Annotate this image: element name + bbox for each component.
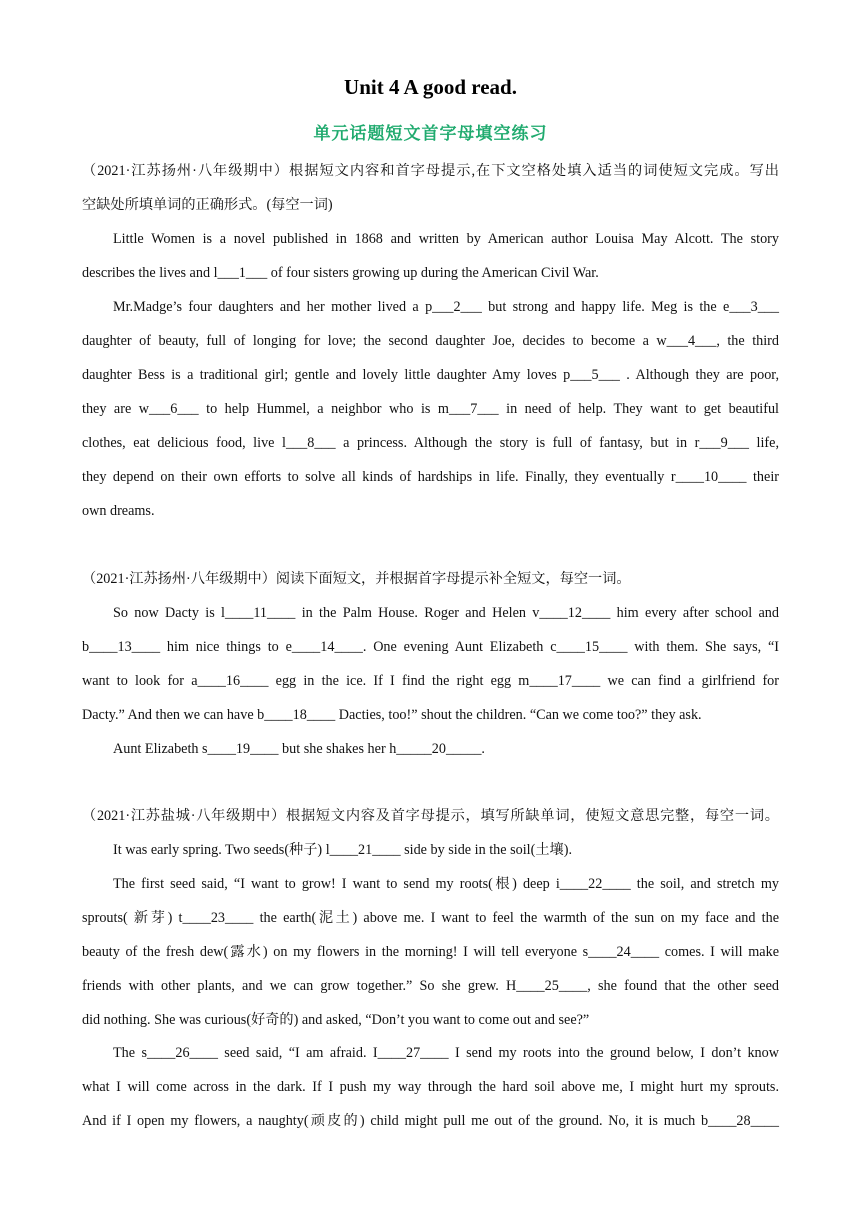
passage-line: friends with other plants, and we can grow together.” So she grew. H____25____, she found that the other seed	[82, 978, 779, 994]
instruction-line: 空缺处所填单词的正确形式。(每空一词)	[82, 197, 333, 213]
passage-line: sprouts( 新芽) t____23____ the earth(泥土) above me. I want to feel the warmth of the sun on my face and the	[82, 910, 779, 926]
page-subtitle: 单元话题短文首字母填空练习	[313, 124, 548, 144]
passage-line: Dacty.” And then we can have b____18____ Dacties, too!” shout the children. “Can we come too?” they ask.	[82, 707, 702, 723]
passage-line: Aunt Elizabeth s____19____ but she shakes her h_____20_____.	[113, 741, 485, 757]
page-title: Unit 4 A good read.	[344, 75, 517, 99]
passage-line: beauty of the fresh dew(露水) on my flowers in the morning! I will tell everyone s____24____ comes. I will make	[82, 944, 779, 960]
passage-line: they are w___6___ to help Hummel, a neighbor who is m___7___ in need of help. They want to get beautiful	[82, 401, 779, 417]
passage-line: daughter of beauty, full of longing for love; the second daughter Joe, decides to become a w___4___, the third	[82, 333, 779, 349]
passage-line: daughter Bess is a traditional girl; gentle and lovely little daughter Amy loves p___5___ . Although they are poor,	[82, 367, 779, 383]
passage-line: And if I open my flowers, a naughty(顽皮的) child might pull me out of the ground. No, it is much b____28____	[82, 1113, 779, 1129]
passage-line: what I will come across in the dark. If I push my way through the hard soil above me, I might hurt my sprouts.	[82, 1079, 779, 1095]
passage-line: want to look for a____16____ egg in the ice. If I find the right egg m____17____ we can find a girlfriend for	[82, 673, 779, 689]
passage-line: describes the lives and l___1___ of four sisters growing up during the American Civil War.	[82, 265, 599, 281]
instruction-line: （2021·江苏扬州·八年级期中）阅读下面短文，并根据首字母提示补全短文，每空一词。	[82, 571, 631, 587]
passage-line: So now Dacty is l____11____ in the Palm House. Roger and Helen v____12____ him every after school and	[113, 605, 779, 621]
passage-line: clothes, eat delicious food, live l___8___ a princess. Although the story is full of fantasy, but in r___9___ life,	[82, 435, 779, 451]
passage-line: they depend on their own efforts to solve all kinds of hardships in life. Finally, they eventually r____10____ their	[82, 469, 779, 485]
passage-line: It was early spring. Two seeds(种子) l____21____ side by side in the soil(土壤).	[113, 842, 572, 858]
passage-line: The s____26____ seed said, “I am afraid. I____27____ I send my roots into the ground below, I don’t know	[113, 1045, 779, 1061]
passage-line: did nothing. She was curious(好奇的) and asked, “Don’t you want to come out and see?”	[82, 1012, 590, 1028]
instruction-line: （2021·江苏扬州·八年级期中）根据短文内容和首字母提示,在下文空格处填入适当的词使短文完成。写出	[82, 163, 779, 179]
passage-line: Little Women is a novel published in 1868 and written by American author Louisa May Alcott. The story	[113, 231, 779, 247]
passage-line: own dreams.	[82, 503, 155, 519]
passage-line: b____13____ him nice things to e____14____. One evening Aunt Elizabeth c____15____ with them. She says, “I	[82, 639, 779, 655]
passage-line: The first seed said, “I want to grow! I want to send my roots(根) deep i____22____ the soil, and stretch my	[113, 876, 779, 892]
instruction-line: （2021·江苏盐城·八年级期中）根据短文内容及首字母提示，填写所缺单词，使短文意思完整，每空一词。	[82, 808, 779, 824]
passage-line: Mr.Madge’s four daughters and her mother lived a p___2___ but strong and happy life. Meg is the e___3___	[113, 299, 779, 315]
